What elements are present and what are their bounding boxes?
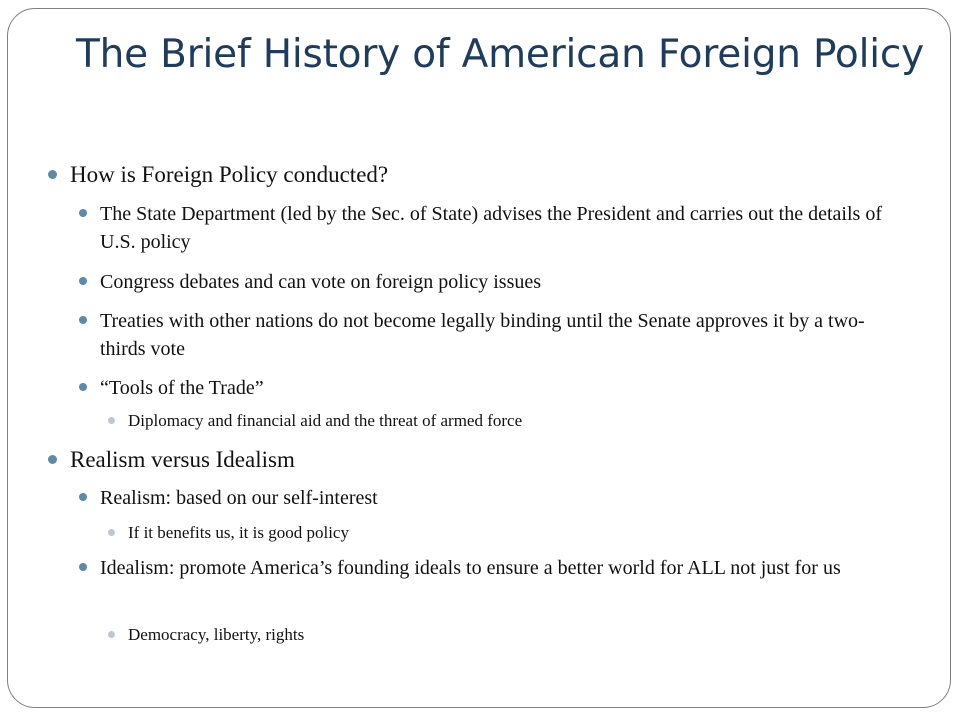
bullet-item-level-3 [128,410,898,432]
bullet-dot-icon [79,383,87,391]
bullet-dot-icon [79,209,87,217]
bullet-text: If it benefits us, it is good policy [128,523,349,542]
bullet-item-level-2 [100,268,890,296]
bullet-text: Congress debates and can vote on foreign policy issues [100,271,542,293]
bullet-item-level-2 [100,484,890,512]
bullet-item-level-2 [100,554,890,582]
bullet-dot-icon [48,455,57,464]
bullet-item-level-1 [70,446,910,474]
bullet-dot-icon [108,417,115,424]
bullet-dot-icon [48,170,57,179]
bullet-dot-icon [79,493,87,501]
bullet-text: How is Foreign Policy conducted? [70,162,389,187]
bullet-text: Idealism: promote America’s founding ideals to ensure a better world for ALL not just for us [100,557,841,579]
bullet-item-level-2 [100,200,890,256]
bullet-item-level-3 [128,522,898,544]
bullet-text: Democracy, liberty, rights [128,625,305,644]
bullet-dot-icon [79,277,87,285]
bullet-item-level-2 [100,307,890,363]
bullet-dot-icon [108,631,115,638]
bullet-text: “Tools of the Trade” [100,377,264,399]
bullet-text: Diplomacy and financial aid and the threat of armed force [128,411,523,430]
bullet-item-level-2 [100,374,890,402]
bullet-item-level-3 [128,624,898,646]
bullet-text: The State Department (led by the Sec. of State) advises the President and carries out the details of U.S. policy [100,203,882,253]
bullet-text: Treaties with other nations do not become legally binding until the Senate approves it by a two-thirds vote [100,310,865,360]
bullet-text: Realism versus Idealism [70,447,295,472]
slide-title: The Brief History of American Foreign Policy [76,32,924,77]
bullet-dot-icon [79,563,87,571]
bullet-dot-icon [79,316,87,324]
bullet-dot-icon [108,529,115,536]
bullet-item-level-1 [70,161,910,189]
bullet-text: Realism: based on our self-interest [100,487,378,509]
